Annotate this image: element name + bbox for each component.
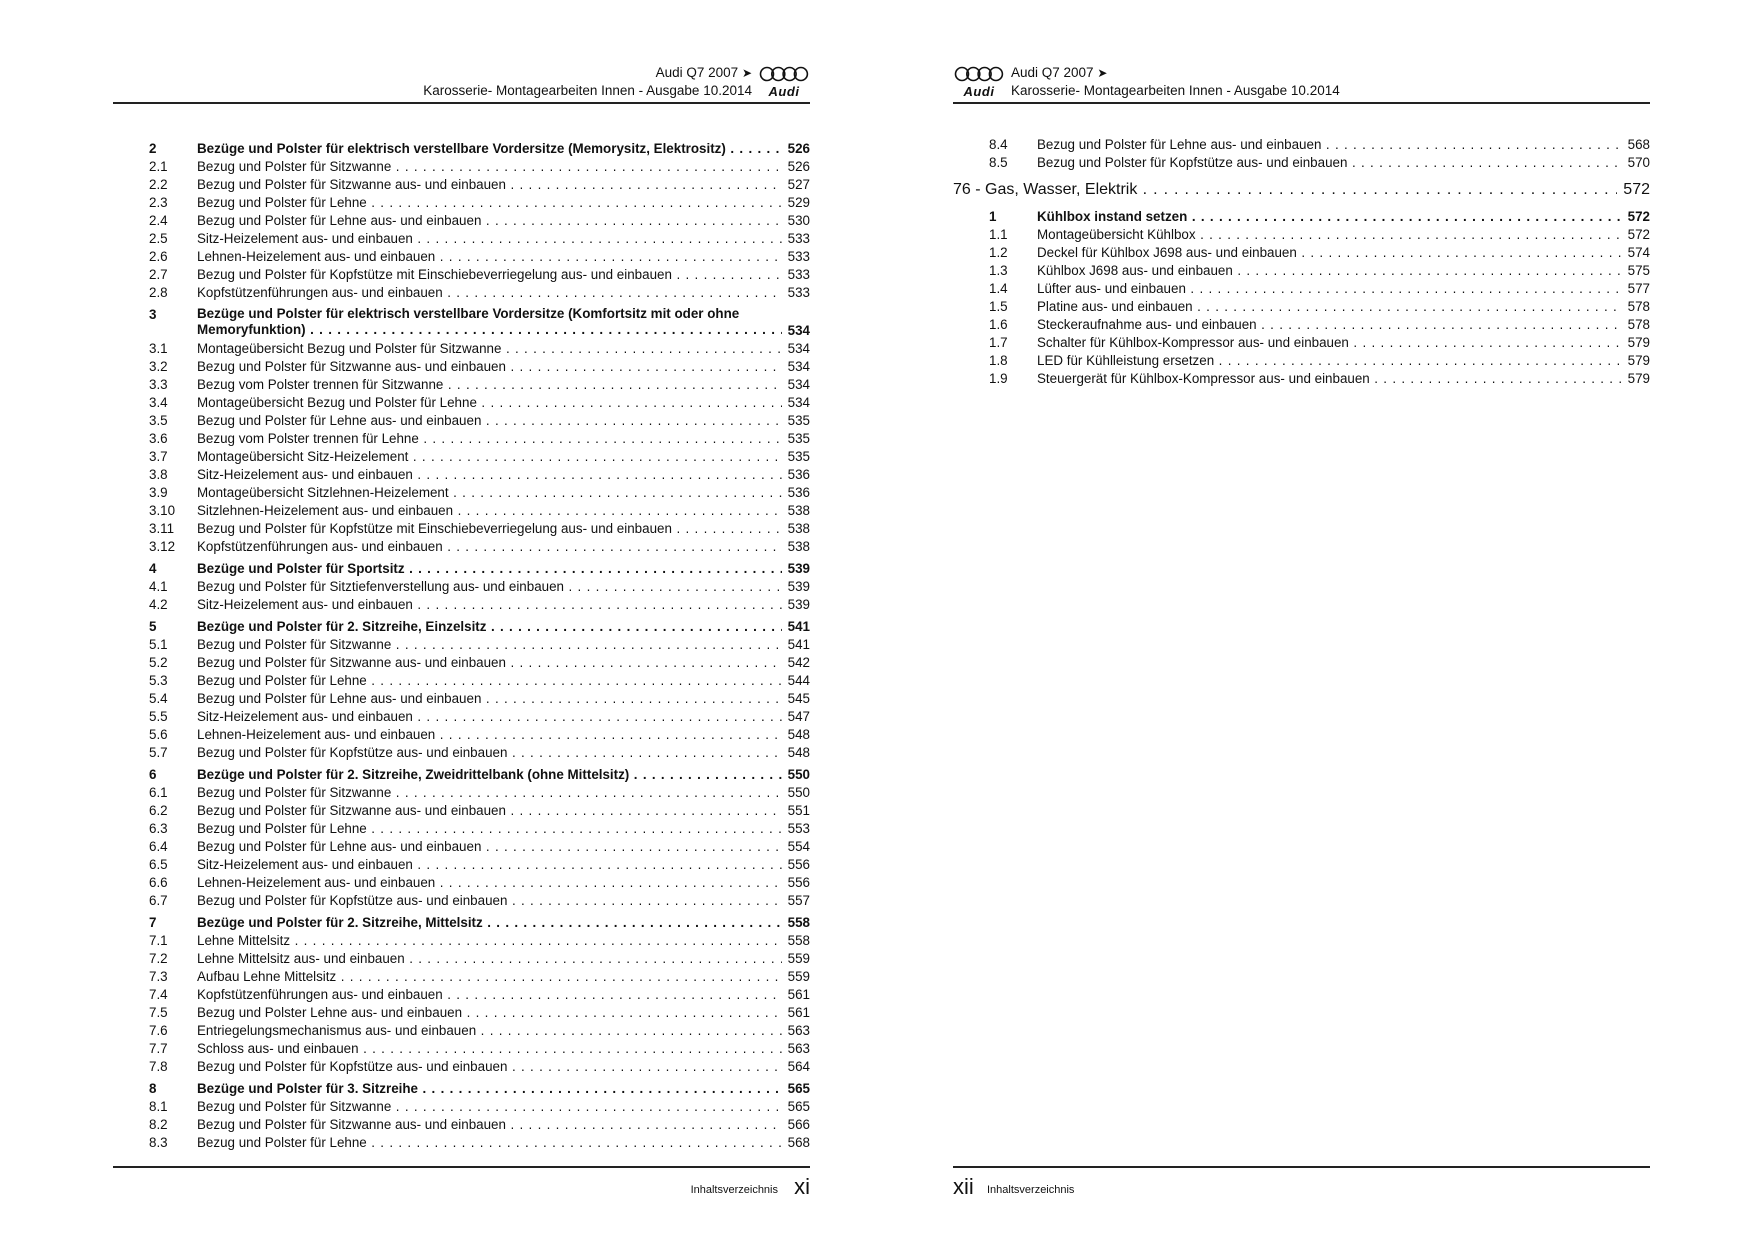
toc-entry[interactable] bbox=[113, 194, 810, 212]
page-footer bbox=[953, 1166, 1650, 1204]
toc-page-number: 533 bbox=[782, 230, 810, 248]
toc-page-number: 538 bbox=[782, 502, 810, 520]
toc-title: LED für Kühlleistung ersetzen . . . bbox=[1037, 352, 1650, 370]
toc-entry[interactable] bbox=[113, 874, 810, 892]
toc-number: 2.6 bbox=[149, 249, 168, 264]
left-page bbox=[113, 0, 810, 1240]
footer-page-number: xii bbox=[953, 1174, 974, 1199]
toc-entry[interactable] bbox=[113, 412, 810, 430]
toc-page-number: 536 bbox=[782, 484, 810, 502]
toc-page-number: 548 bbox=[782, 726, 810, 744]
toc-page-number: 556 bbox=[782, 856, 810, 874]
toc-page-number: 565 bbox=[782, 1098, 810, 1116]
toc-entry[interactable] bbox=[113, 986, 810, 1004]
toc-page-number: 574 bbox=[1622, 244, 1650, 262]
toc-number: 6.2 bbox=[149, 803, 168, 818]
toc-title: Bezüge und Polster für 3. Sitzreihe . . . bbox=[197, 1080, 810, 1098]
toc-title: Bezug und Polster für Kopfstütze mit Einschiebeverriegelung aus- und einbauen . . . bbox=[197, 520, 810, 538]
toc-page-number: 578 bbox=[1622, 316, 1650, 334]
toc-number: 8.1 bbox=[149, 1099, 168, 1114]
toc-title: Sitz-Heizelement aus- und einbauen . . . bbox=[197, 856, 810, 874]
toc-number: 3.4 bbox=[149, 395, 168, 410]
toc-page-number: 572 bbox=[1622, 208, 1650, 226]
toc-page-number: 559 bbox=[782, 968, 810, 986]
toc-entry[interactable] bbox=[113, 284, 810, 302]
toc-page-number: 533 bbox=[782, 248, 810, 266]
footer-label: Inhaltsverzeichnis bbox=[690, 1184, 778, 1196]
toc-number: 2.7 bbox=[149, 267, 168, 282]
toc-page-number: 556 bbox=[782, 874, 810, 892]
toc-page-number: 539 bbox=[782, 596, 810, 614]
toc-title: Bezug und Polster für Kopfstütze aus- und einbauen . . . bbox=[197, 892, 810, 910]
toc-title: Bezug und Polster für Kopfstütze aus- und einbauen . . . bbox=[197, 1058, 810, 1076]
toc-page-number: 526 bbox=[782, 140, 810, 158]
toc-title: Bezug und Polster für Lehne aus- und einbauen . . . bbox=[197, 412, 810, 430]
toc-page-number: 566 bbox=[782, 1116, 810, 1134]
toc-title: Bezug und Polster für Lehne aus- und einbauen . . . bbox=[197, 690, 810, 708]
toc-number: 5 bbox=[149, 619, 157, 634]
toc-number: 1.5 bbox=[989, 299, 1008, 314]
arrow-icon: ➤ bbox=[1097, 66, 1108, 80]
toc-title: Bezug und Polster für Sitzwanne aus- und einbauen . . . bbox=[197, 802, 810, 820]
toc-title: 76 - Gas, Wasser, Elektrik . . . bbox=[953, 176, 1650, 204]
toc-number: 1.6 bbox=[989, 317, 1008, 332]
toc-page-number: 551 bbox=[782, 802, 810, 820]
toc-page-number: 568 bbox=[1622, 136, 1650, 154]
toc-number: 4.1 bbox=[149, 579, 168, 594]
toc-chapter-heading[interactable] bbox=[953, 176, 1650, 204]
toc-page-number: 527 bbox=[782, 176, 810, 194]
toc-page-number: 570 bbox=[1622, 154, 1650, 172]
toc-title: Bezug vom Polster trennen für Sitzwanne . . . bbox=[197, 376, 810, 394]
toc-title: Montageübersicht Sitz-Heizelement . . . bbox=[197, 448, 810, 466]
header-model: Audi Q7 2007 bbox=[655, 65, 739, 80]
toc-title: Bezug und Polster für Sitzwanne . . . bbox=[197, 784, 810, 802]
toc-number: 3.7 bbox=[149, 449, 168, 464]
toc-page-number: 541 bbox=[782, 618, 810, 636]
toc-entry[interactable] bbox=[113, 820, 810, 838]
toc-title: Bezug und Polster für Sitzwanne . . . bbox=[197, 1098, 810, 1116]
toc-title: Bezug und Polster für Sitztiefenverstellung aus- und einbauen . . . bbox=[197, 578, 810, 596]
toc-entry[interactable] bbox=[113, 932, 810, 950]
audi-logo bbox=[953, 66, 1005, 100]
toc-page-number: 539 bbox=[782, 578, 810, 596]
toc-number: 1.7 bbox=[989, 335, 1008, 350]
toc-title: Bezug und Polster für Sitzwanne aus- und einbauen . . . bbox=[197, 1116, 810, 1134]
brand-wordmark: Audi bbox=[768, 84, 800, 99]
footer-page-number: xi bbox=[794, 1174, 810, 1199]
toc-title: Schalter für Kühlbox-Kompressor aus- und einbauen . . . bbox=[1037, 334, 1650, 352]
toc-number: 6.7 bbox=[149, 893, 168, 908]
toc-title: Kopfstützenführungen aus- und einbauen . . . bbox=[197, 284, 810, 302]
toc-entry[interactable] bbox=[113, 744, 810, 762]
toc-entry[interactable] bbox=[113, 430, 810, 448]
toc-entry[interactable] bbox=[113, 636, 810, 654]
toc-section-entry[interactable] bbox=[113, 766, 810, 784]
toc-title: Sitz-Heizelement aus- und einbauen . . . bbox=[197, 596, 810, 614]
toc-page-number: 554 bbox=[782, 838, 810, 856]
toc-page-number: 547 bbox=[782, 708, 810, 726]
toc-page-number: 538 bbox=[782, 538, 810, 556]
toc-entry[interactable] bbox=[113, 672, 810, 690]
toc-entry[interactable] bbox=[113, 1116, 810, 1134]
toc-entry[interactable] bbox=[953, 262, 1650, 280]
toc-page-number: 538 bbox=[782, 520, 810, 538]
toc-number: 3 bbox=[149, 307, 157, 322]
toc-title: Sitz-Heizelement aus- und einbauen . . . bbox=[197, 230, 810, 248]
toc-number: 7.2 bbox=[149, 951, 168, 966]
toc-page-number: 545 bbox=[782, 690, 810, 708]
toc-page-number: 572 bbox=[1617, 176, 1650, 204]
toc-title: Bezug und Polster für Sitzwanne . . . bbox=[197, 158, 810, 176]
toc-number: 2.5 bbox=[149, 231, 168, 246]
toc-title: Entriegelungsmechanismus aus- und einbauen . . . bbox=[197, 1022, 810, 1040]
toc-page-number: 534 bbox=[782, 394, 810, 412]
toc-entry[interactable] bbox=[113, 578, 810, 596]
toc-number: 3.3 bbox=[149, 377, 168, 392]
toc-entry[interactable] bbox=[113, 248, 810, 266]
toc-page-number: 539 bbox=[782, 560, 810, 578]
toc-title: Bezug und Polster für Lehne . . . bbox=[197, 194, 810, 212]
toc-number: 3.1 bbox=[149, 341, 168, 356]
toc-number: 1.9 bbox=[989, 371, 1008, 386]
toc-entry[interactable] bbox=[113, 212, 810, 230]
toc-title: Montageübersicht Bezug und Polster für Lehne . . . bbox=[197, 394, 810, 412]
toc-title: Bezüge und Polster für elektrisch verstellbare Vordersitze (Memorysitz, Elektrositz) . . . bbox=[197, 140, 810, 158]
toc-entry[interactable] bbox=[113, 1134, 810, 1152]
toc-number: 8.3 bbox=[149, 1135, 168, 1150]
toc-number: 1 bbox=[989, 209, 997, 224]
toc-title: Bezug und Polster für Lehne . . . bbox=[197, 672, 810, 690]
toc-number: 3.2 bbox=[149, 359, 168, 374]
toc-number: 7.7 bbox=[149, 1041, 168, 1056]
toc-entry[interactable] bbox=[953, 370, 1650, 388]
toc-entry[interactable] bbox=[113, 1098, 810, 1116]
toc-number: 6.6 bbox=[149, 875, 168, 890]
toc-page-number: 561 bbox=[782, 986, 810, 1004]
toc-title: Aufbau Lehne Mittelsitz . . . bbox=[197, 968, 810, 986]
audi-rings-icon bbox=[953, 66, 1005, 82]
toc-title: Lehne Mittelsitz aus- und einbauen . . . bbox=[197, 950, 810, 968]
toc-title: Lehnen-Heizelement aus- und einbauen . . . bbox=[197, 874, 810, 892]
toc-page-number: 534 bbox=[782, 322, 810, 340]
toc-page-number: 550 bbox=[782, 766, 810, 784]
toc-title: Bezug und Polster für Lehne aus- und einbauen . . . bbox=[197, 212, 810, 230]
toc-section-entry[interactable] bbox=[953, 208, 1650, 226]
toc-page-number: 542 bbox=[782, 654, 810, 672]
toc-entry[interactable] bbox=[113, 394, 810, 412]
toc-page-number: 529 bbox=[782, 194, 810, 212]
page-header bbox=[953, 64, 1650, 104]
toc-entry[interactable] bbox=[953, 298, 1650, 316]
toc-title-line1: Bezüge und Polster für elektrisch verstellbare Vordersitze (Komfortsitz mit oder ohne bbox=[197, 306, 740, 321]
toc-title: Deckel für Kühlbox J698 aus- und einbauen . . . bbox=[1037, 244, 1650, 262]
toc-entry[interactable] bbox=[953, 154, 1650, 172]
toc-number: 3.11 bbox=[149, 521, 175, 536]
toc-page-number: 535 bbox=[782, 412, 810, 430]
toc-number: 2.2 bbox=[149, 177, 168, 192]
toc-entry[interactable] bbox=[953, 280, 1650, 298]
toc-page-number: 534 bbox=[782, 358, 810, 376]
toc-title-line2: Memoryfunktion) bbox=[197, 322, 306, 337]
toc-title bbox=[197, 306, 810, 340]
toc-entry[interactable] bbox=[113, 1040, 810, 1058]
toc-number: 5.1 bbox=[149, 637, 168, 652]
toc-title: Bezüge und Polster für 2. Sitzreihe, Zweidrittelbank (ohne Mittelsitz) . . . bbox=[197, 766, 810, 784]
header-subtitle: Karosserie- Montagearbeiten Innen - Ausgabe 10.2014 bbox=[1011, 83, 1340, 98]
toc-page-number: 568 bbox=[782, 1134, 810, 1152]
toc-page-number: 553 bbox=[782, 820, 810, 838]
toc-section-entry[interactable] bbox=[113, 306, 810, 340]
toc-entry[interactable] bbox=[113, 654, 810, 672]
toc-number: 6.5 bbox=[149, 857, 168, 872]
toc-number: 5.5 bbox=[149, 709, 168, 724]
toc-title: Montageübersicht Kühlbox . . . bbox=[1037, 226, 1650, 244]
toc-page-number: 535 bbox=[782, 430, 810, 448]
toc-entry[interactable] bbox=[953, 352, 1650, 370]
audi-rings-icon bbox=[758, 66, 810, 82]
toc-title: Bezüge und Polster für 2. Sitzreihe, Einzelsitz . . . bbox=[197, 618, 810, 636]
toc-page-number: 561 bbox=[782, 1004, 810, 1022]
toc-number: 8.2 bbox=[149, 1117, 168, 1132]
toc-title: Bezug und Polster für Sitzwanne aus- und einbauen . . . bbox=[197, 358, 810, 376]
toc-entry[interactable] bbox=[113, 968, 810, 986]
toc-number: 5.6 bbox=[149, 727, 168, 742]
toc-page-number: 563 bbox=[782, 1022, 810, 1040]
toc-number: 1.1 bbox=[989, 227, 1008, 242]
toc-number: 6 bbox=[149, 767, 157, 782]
audi-logo bbox=[758, 66, 810, 100]
toc-number: 4.2 bbox=[149, 597, 168, 612]
toc-entry[interactable] bbox=[113, 950, 810, 968]
toc-number: 3.8 bbox=[149, 467, 168, 482]
toc-entry[interactable] bbox=[113, 1058, 810, 1076]
toc-number: 7 bbox=[149, 915, 157, 930]
toc-page-number: 575 bbox=[1622, 262, 1650, 280]
toc-page-number: 572 bbox=[1622, 226, 1650, 244]
toc-title: Montageübersicht Bezug und Polster für Sitzwanne . . . bbox=[197, 340, 810, 358]
toc-entry[interactable] bbox=[113, 690, 810, 708]
toc-title: Sitzlehnen-Heizelement aus- und einbauen . . . bbox=[197, 502, 810, 520]
toc-entry[interactable] bbox=[113, 892, 810, 910]
toc-entry[interactable] bbox=[113, 466, 810, 484]
toc-number: 3.9 bbox=[149, 485, 168, 500]
toc-page-number: 579 bbox=[1622, 334, 1650, 352]
toc-number: 2.3 bbox=[149, 195, 168, 210]
toc-section-entry[interactable] bbox=[113, 140, 810, 158]
toc-number: 7.1 bbox=[149, 933, 168, 948]
toc-number: 6.3 bbox=[149, 821, 168, 836]
toc-title: Kopfstützenführungen aus- und einbauen . . . bbox=[197, 538, 810, 556]
right-page bbox=[953, 0, 1650, 1240]
toc-entry[interactable] bbox=[113, 538, 810, 556]
toc-entry[interactable] bbox=[113, 358, 810, 376]
toc-page-number: 557 bbox=[782, 892, 810, 910]
toc-page-number: 533 bbox=[782, 284, 810, 302]
toc-title: Bezug und Polster für Lehne . . . bbox=[197, 820, 810, 838]
toc-entry[interactable] bbox=[953, 316, 1650, 334]
toc-entry[interactable] bbox=[113, 802, 810, 820]
toc-number: 1.8 bbox=[989, 353, 1008, 368]
toc-number: 3.12 bbox=[149, 539, 176, 554]
toc-section-entry[interactable] bbox=[113, 618, 810, 636]
toc-title: Lehnen-Heizelement aus- und einbauen . . . bbox=[197, 248, 810, 266]
toc-entry[interactable] bbox=[113, 596, 810, 614]
toc-entry[interactable] bbox=[113, 784, 810, 802]
toc-title: Bezug und Polster für Kopfstütze mit Einschiebeverriegelung aus- und einbauen . . . bbox=[197, 266, 810, 284]
toc-entry[interactable] bbox=[113, 520, 810, 538]
toc-page-number: 550 bbox=[782, 784, 810, 802]
toc-page-number: 558 bbox=[782, 932, 810, 950]
toc-page-number: 534 bbox=[782, 340, 810, 358]
toc-title: Bezug und Polster Lehne aus- und einbauen . . . bbox=[197, 1004, 810, 1022]
toc-page-number: 577 bbox=[1622, 280, 1650, 298]
header-text bbox=[1011, 64, 1340, 99]
page-footer bbox=[113, 1166, 810, 1204]
toc-section-entry[interactable] bbox=[113, 1080, 810, 1098]
toc-page-number: 565 bbox=[782, 1080, 810, 1098]
toc-page-number: 536 bbox=[782, 466, 810, 484]
toc-number: 3.5 bbox=[149, 413, 168, 428]
toc-number: 8.5 bbox=[989, 155, 1008, 170]
toc-entry[interactable] bbox=[113, 376, 810, 394]
toc-title: Bezug und Polster für Lehne aus- und einbauen . . . bbox=[1037, 136, 1650, 154]
toc-entry[interactable] bbox=[953, 136, 1650, 154]
toc-title: Sitz-Heizelement aus- und einbauen . . . bbox=[197, 708, 810, 726]
toc-page-number: 548 bbox=[782, 744, 810, 762]
toc-title: Bezug und Polster für Lehne aus- und einbauen . . . bbox=[197, 838, 810, 856]
toc-entry[interactable] bbox=[953, 244, 1650, 262]
header-text bbox=[423, 64, 752, 99]
arrow-icon: ➤ bbox=[741, 66, 752, 80]
toc-title: Steuergerät für Kühlbox-Kompressor aus- und einbauen . . . bbox=[1037, 370, 1650, 388]
toc-entry[interactable] bbox=[953, 334, 1650, 352]
toc-page-number: 579 bbox=[1622, 370, 1650, 388]
toc-page-number: 533 bbox=[782, 266, 810, 284]
toc-entry[interactable] bbox=[113, 340, 810, 358]
toc-page-number: 563 bbox=[782, 1040, 810, 1058]
brand-wordmark: Audi bbox=[963, 84, 995, 99]
toc-title: Bezug und Polster für Sitzwanne aus- und einbauen . . . bbox=[197, 654, 810, 672]
toc-entry[interactable] bbox=[113, 266, 810, 284]
toc-entry[interactable] bbox=[113, 726, 810, 744]
toc-entry[interactable] bbox=[113, 484, 810, 502]
toc-title: Lüfter aus- und einbauen . . . bbox=[1037, 280, 1650, 298]
toc-title: Lehnen-Heizelement aus- und einbauen . . . bbox=[197, 726, 810, 744]
toc-page-number: 578 bbox=[1622, 298, 1650, 316]
toc-number: 7.8 bbox=[149, 1059, 168, 1074]
toc-title: Montageübersicht Sitzlehnen-Heizelement . . . bbox=[197, 484, 810, 502]
toc-page-number: 530 bbox=[782, 212, 810, 230]
toc-section-entry[interactable] bbox=[113, 560, 810, 578]
header-model: Audi Q7 2007 bbox=[1011, 65, 1094, 80]
toc-entry[interactable] bbox=[113, 176, 810, 194]
toc-number: 8 bbox=[149, 1081, 157, 1096]
toc-entry[interactable] bbox=[113, 502, 810, 520]
footer-label: Inhaltsverzeichnis bbox=[987, 1184, 1075, 1196]
toc-page-number: 526 bbox=[782, 158, 810, 176]
toc-entry[interactable] bbox=[113, 230, 810, 248]
toc-entry[interactable] bbox=[113, 1004, 810, 1022]
toc-section-entry[interactable] bbox=[113, 914, 810, 932]
toc-title: Steckeraufnahme aus- und einbauen . . . bbox=[1037, 316, 1650, 334]
toc-title: Bezüge und Polster für 2. Sitzreihe, Mittelsitz . . . bbox=[197, 914, 810, 932]
toc-number: 5.4 bbox=[149, 691, 168, 706]
page-header bbox=[113, 64, 810, 104]
toc-number: 2.8 bbox=[149, 285, 168, 300]
toc-page-number: 534 bbox=[782, 376, 810, 394]
toc-title: Bezug und Polster für Lehne . . . bbox=[197, 1134, 810, 1152]
header-subtitle: Karosserie- Montagearbeiten Innen - Ausgabe 10.2014 bbox=[423, 83, 752, 98]
toc-title: Kühlbox J698 aus- und einbauen . . . bbox=[1037, 262, 1650, 280]
toc-list-left bbox=[113, 140, 810, 1152]
toc-number: 7.6 bbox=[149, 1023, 168, 1038]
toc-number: 6.4 bbox=[149, 839, 168, 854]
toc-number: 7.5 bbox=[149, 1005, 168, 1020]
toc-entry[interactable] bbox=[113, 856, 810, 874]
toc-number: 5.3 bbox=[149, 673, 168, 688]
toc-number: 1.2 bbox=[989, 245, 1008, 260]
toc-title: Bezüge und Polster für Sportsitz . . . bbox=[197, 560, 810, 578]
toc-number: 5.7 bbox=[149, 745, 168, 760]
toc-number: 3.10 bbox=[149, 503, 176, 518]
toc-entry[interactable] bbox=[113, 838, 810, 856]
toc-number: 8.4 bbox=[989, 137, 1008, 152]
toc-title: Schloss aus- und einbauen . . . bbox=[197, 1040, 810, 1058]
toc-title: Platine aus- und einbauen . . . bbox=[1037, 298, 1650, 316]
toc-title: Bezug und Polster für Kopfstütze aus- und einbauen . . . bbox=[197, 744, 810, 762]
toc-page-number: 579 bbox=[1622, 352, 1650, 370]
toc-title: Bezug und Polster für Sitzwanne . . . bbox=[197, 636, 810, 654]
toc-title: Bezug vom Polster trennen für Lehne . . . bbox=[197, 430, 810, 448]
toc-title: Sitz-Heizelement aus- und einbauen . . . bbox=[197, 466, 810, 484]
toc-number: 5.2 bbox=[149, 655, 168, 670]
toc-entry[interactable] bbox=[113, 158, 810, 176]
toc-title: Kühlbox instand setzen . . . bbox=[1037, 208, 1650, 226]
toc-number: 7.3 bbox=[149, 969, 168, 984]
toc-number: 3.6 bbox=[149, 431, 168, 446]
toc-page-number: 535 bbox=[782, 448, 810, 466]
toc-number: 2.1 bbox=[149, 159, 168, 174]
toc-entry[interactable] bbox=[953, 226, 1650, 244]
toc-page-number: 559 bbox=[782, 950, 810, 968]
toc-title: Bezug und Polster für Sitzwanne aus- und einbauen . . . bbox=[197, 176, 810, 194]
toc-number: 7.4 bbox=[149, 987, 168, 1002]
toc-number: 2 bbox=[149, 141, 157, 156]
toc-page-number: 541 bbox=[782, 636, 810, 654]
toc-number: 1.4 bbox=[989, 281, 1008, 296]
toc-title: Bezug und Polster für Kopfstütze aus- und einbauen . . . bbox=[1037, 154, 1650, 172]
toc-entry[interactable] bbox=[113, 448, 810, 466]
toc-page-number: 564 bbox=[782, 1058, 810, 1076]
toc-page-number: 558 bbox=[782, 914, 810, 932]
toc-number: 1.3 bbox=[989, 263, 1008, 278]
toc-number: 2.4 bbox=[149, 213, 168, 228]
toc-title: Lehne Mittelsitz . . . bbox=[197, 932, 810, 950]
toc-list-right bbox=[953, 136, 1650, 388]
toc-entry[interactable] bbox=[113, 1022, 810, 1040]
toc-number: 6.1 bbox=[149, 785, 168, 800]
toc-title: Kopfstützenführungen aus- und einbauen . . . bbox=[197, 986, 810, 1004]
toc-page-number: 544 bbox=[782, 672, 810, 690]
toc-entry[interactable] bbox=[113, 708, 810, 726]
toc-number: 4 bbox=[149, 561, 157, 576]
